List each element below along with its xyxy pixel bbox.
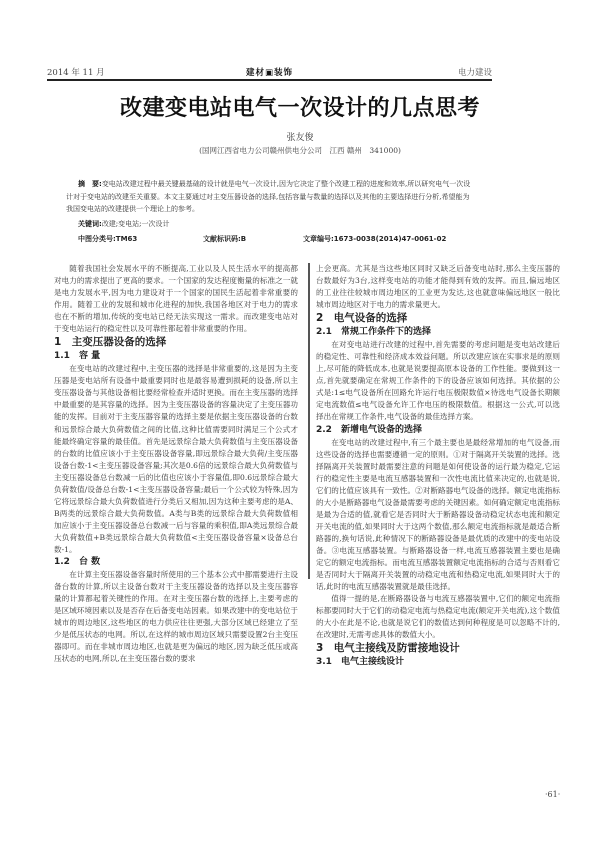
header-rule: [47, 79, 492, 81]
article-number: 文章编号:1673-0038(2014)47-0061-02: [303, 235, 447, 243]
subsection-heading-2-1: 2.1 常规工作条件下的选择: [316, 327, 431, 338]
intro-paragraph: 随着我国社会发展水平的不断提高,工业以及人民生活水平的提高都对电力的需求提出了更高的要求。一个国家的发达程度衡量的标准之一就是电力发展水平,因为电力建设对于一个国家的国民生活起着非常重要的作用。随着工业的发展和城市化进程的加快,我国各地区对于电力的需求也在不断的增加,传统的变电站已经无法实现这一需求。而改建变电站对于变电站运行的稳定性以及可靠性都起着非常重要的作用。: [54, 264, 298, 334]
page-number: ·61·: [545, 790, 561, 799]
article-author: 张友俊: [286, 133, 314, 143]
section-heading-1: 1 主变压器设备的选择: [54, 336, 167, 349]
clc-number: 中图分类号:TM63: [78, 235, 138, 243]
paragraph-2-1: 在对变电站进行改建的过程中,首先需要的考虑问题是变电站改建后的稳定性、可靠性和经济成本效益问题。所以改建应该在实事求是的原则上,尽可能的降低成本,也就是说要提高原本设备的工作性能。要做到这一点,首先就要确定在常规工作条件的下的设备应该如何选择。其依据的公式是:1≤电气设备所在回路允许运行电压极限数值×待选电气设备长期额定电流数值≤电气设备允许工作电压的极限数值。根据这一公式,可以选择出在常规工作条件,电气设备的最佳选择方案。: [316, 340, 560, 422]
left-column: [54, 263, 298, 665]
paragraph-2-3: 值得一提的是,在断路器设备与电流互感器装置中,它们的额定电流指标都要同时大于它们的动稳定电流与热稳定电流(额定开关电流),这个数值的大小在此是不论,也就是说它们的数值达到何种程度是可以忽略不计的,在改建时,无需考虑具体的数值大小。: [316, 594, 560, 640]
abstract-label: 摘 要:: [78, 180, 102, 188]
column-divider: [308, 263, 310, 579]
article-title: 改建变电站电气一次设计的几点思考: [119, 95, 480, 121]
subsection-heading-2-2: 2.2 新增电气设备的选择: [316, 424, 422, 435]
running-header: [47, 66, 492, 80]
paragraph-1-2: 在计算主变压器设备容量时所使用的三个基本公式中都需要进行主设备台数的计算,所以主设备台数对于主变压器设备的选择以及主变压器容量的计算都起着关键性的作用。在对主变压器台数的选择上,主要考虑的是区域环境因素以及是否存在后备变电站因素。如果改建中的变电站位于城市的周边地区,这些地区的电力供应往往更强,大部分区域已经建立了至少是低压状态的电网。所以,在这样的城市周边区域只需要设置2台主变压器即可。而在非城市周边地区,也就是更为偏远的地区,因为缺乏低压或高压状态的电网,所以,在主变压器台数的要求: [54, 570, 298, 664]
right-column: [316, 263, 560, 669]
subsection-heading-1-1: 1.1 容 量: [54, 351, 101, 362]
header-section: 电力建设: [457, 68, 492, 78]
abstract-text: 变电站改建过程中最关键最基础的设计就是电气一次设计,因为它决定了整个改建工程的进度和效率,所以研究电气一次设计对于变电站的改建至关重要。本文主要通过对主变压器设备的选择,包括容量与数量的选择以及其他的主要选择进行分析,希望能为我国变电站的改建提供一个理论上的参考。: [66, 180, 471, 213]
section-heading-3: 3 电气主接线及防雷接地设计: [316, 642, 460, 655]
journal-logo: 建材▣装饰: [245, 68, 294, 78]
keywords: [78, 219, 170, 229]
header-date: 2014 年 11 月: [47, 68, 105, 78]
section-heading-2: 2 电气设备的选择: [316, 312, 408, 325]
author-affiliation: (国网江西省电力公司赣州供电分公司 江西 赣州 341000): [199, 146, 401, 155]
keywords-label: 关键词:: [78, 220, 102, 228]
abstract: [66, 178, 476, 216]
subsection-heading-3-1: 3.1 电气主接线设计: [316, 657, 404, 668]
subsection-heading-1-2: 1.2 台 数: [54, 557, 101, 568]
paragraph-2-2: 在变电站的改建过程中,有三个最主要也是最经常增加的电气设备,而这些设备的选择也需要遵循一定的原则。①对于隔离开关装置的选择。选择隔离开关装置时最需要注意的问题是如何使设备的运行最为稳定,它运行的稳定性主要是电流互感器装置和一次性电流比值来决定的,也就是说,它们的比值应该具有一致性。②对断路器电气设备的选择。额定电流指标的大小是断路器电气设备最需要考虑的关键因素。如何确定额定电流指标是最为合适的值,就看它是否同时大于断路器设备动稳定状态电流和额定开关电流的值,如果同时大于这两个数值,那么额定电流指标就是最适合断路器的,换句话说,此种情况下的断路器设备是最优质的改建中的变电站设备。③电流互感器装置。与断路器设备一样,电流互感器装置主要也是确定它的额定电流指标。而电流互感器装置额定电流指标的合适与否则看它是否同时大于隔离开关装置的动稳定电流和热稳定电流,如果同时大于的话,此时的电流互感器装置就是最佳选择。: [316, 437, 560, 592]
document-code: 文献标识码:B: [203, 235, 247, 243]
keywords-text: 改建;变电站;一次设计: [101, 220, 170, 228]
continued-paragraph: 上会更高。尤其是当这些地区同时又缺乏后备变电站时,那么主变压器的台数最好为3台,这样变电站的功能才能得到有效的发挥。而且,偏远地区的工业往往较城市周边地区的工业更为发达,这也就意味偏远地区一般比城市周边地区对于电力的需求量更大。: [316, 264, 560, 310]
paragraph-1-1: 在变电站的改建过程中,主变压器的选择是非常重要的,这是因为主变压器是变电站所有设备中最重要同时也是最容易遭到损耗的设备,所以主变压器设备与其他设备相比要经常检查并适时更换。而在主变压器的选择中最重要的是其容量的选择。因为主变压器设备的容量决定了主变压器功能的发挥。目前对于主变压器容量的选择主要是依据主变压器设备的台数和远景综合最大负荷数值之间的比值,这种比值需要同时满足三个公式才能最终确定容量的最佳值。首先是远景综合最大负荷数值与主变压器设备的台数的比值应该小于主变压器设备容量,即远景综合最大负荷/主变压器设备台数-1<主变压器设备容量;其次是0.6倍的远景综合最大负荷数值与主变压器设备总台数减一后的比值也应该小于容量值,即0.6远景综合最大负荷数值/设备总台数-1<主变压器设备容量;最后一个公式较为特殊,因为它将远景综合最大负荷数值进行分类后又相加,因为这种主要考虑的是A、B两类的远景综合最大负荷数值。A类与B类的远景综合最大负荷数值相加应该小于主变压器设备总台数减一后与容量的乘积值,即A类远景综合最大负荷数值+B类远景综合最大负荷数值<主变压器设备容量×设备总台数-1。: [54, 364, 298, 554]
